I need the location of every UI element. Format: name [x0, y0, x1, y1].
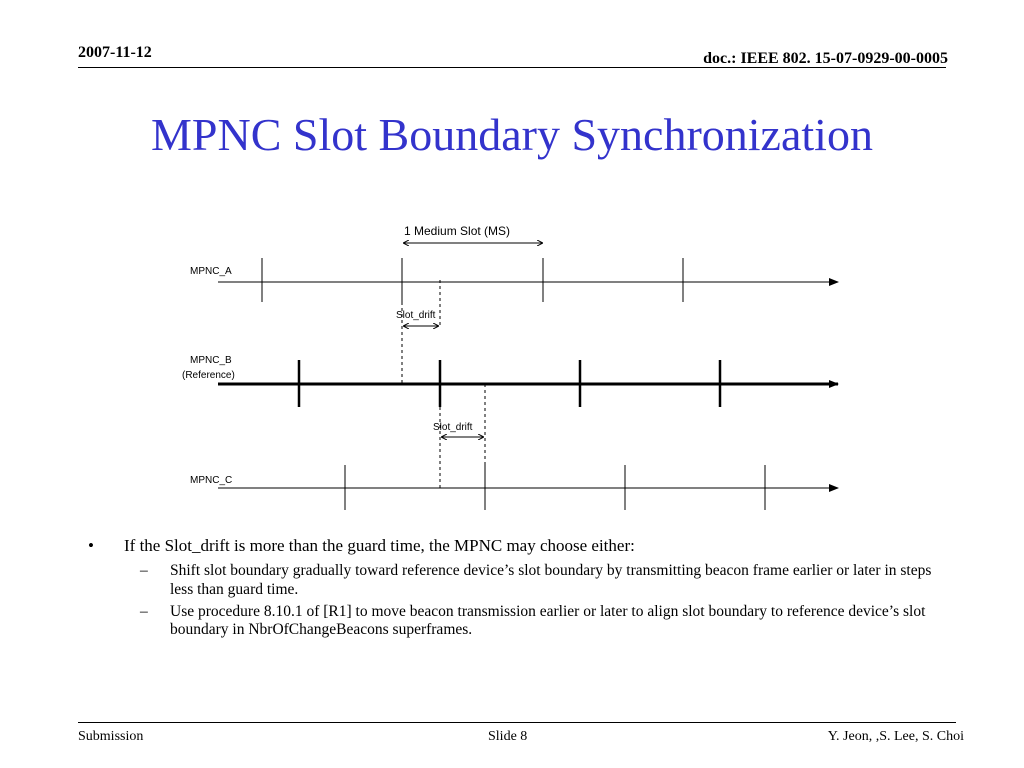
bullet-main — [88, 536, 958, 556]
sub-bullet — [88, 562, 958, 599]
sub-bullet-list — [88, 562, 958, 639]
sub-bullet-text: Use procedure 8.10.1 of [R1] to move beacon transmission earlier or later to align slot boundary to reference device’s slot boundary in NbrOfChangeBeacons superframes. — [170, 602, 926, 639]
slot-sync-diagram — [170, 210, 860, 510]
slide-title: MPNC Slot Boundary Synchronization — [151, 109, 873, 160]
sub-bullet-marker: – — [140, 562, 148, 580]
sub-bullet — [88, 603, 958, 640]
footer-authors: Y. Jeon, ,S. Lee, S. Choi — [827, 729, 964, 744]
header-doc-id: doc.: IEEE 802. 15-07-0929-00-0005 — [703, 50, 948, 67]
header-divider — [78, 67, 946, 68]
sub-bullet-marker: – — [140, 602, 148, 620]
footer-divider — [78, 722, 956, 723]
sub-bullet-text: Shift slot boundary gradually toward reference device’s slot boundary by transmitting beacon frame earlier or later in steps less than guard time. — [170, 562, 932, 598]
footer-submission: Submission — [78, 729, 144, 744]
row-b-sublabel: (Reference) — [182, 370, 235, 381]
row-c-label: MPNC_C — [190, 475, 233, 486]
bullet-list — [88, 536, 958, 644]
bullet-main-text: If the Slot_drift is more than the guard time, the MPNC may choose either: — [124, 536, 635, 555]
row-a-label: MPNC_A — [190, 266, 232, 277]
row-b-label: MPNC_B — [190, 355, 232, 366]
drift-label-top: Slot_drift — [396, 310, 436, 321]
bullet-marker: • — [88, 536, 94, 555]
header-date: 2007-11-12 — [78, 44, 152, 61]
medium-slot-label: 1 Medium Slot (MS) — [404, 224, 511, 238]
footer-slide-number: Slide 8 — [488, 729, 528, 744]
drift-label-bottom: Slot_drift — [433, 422, 473, 433]
